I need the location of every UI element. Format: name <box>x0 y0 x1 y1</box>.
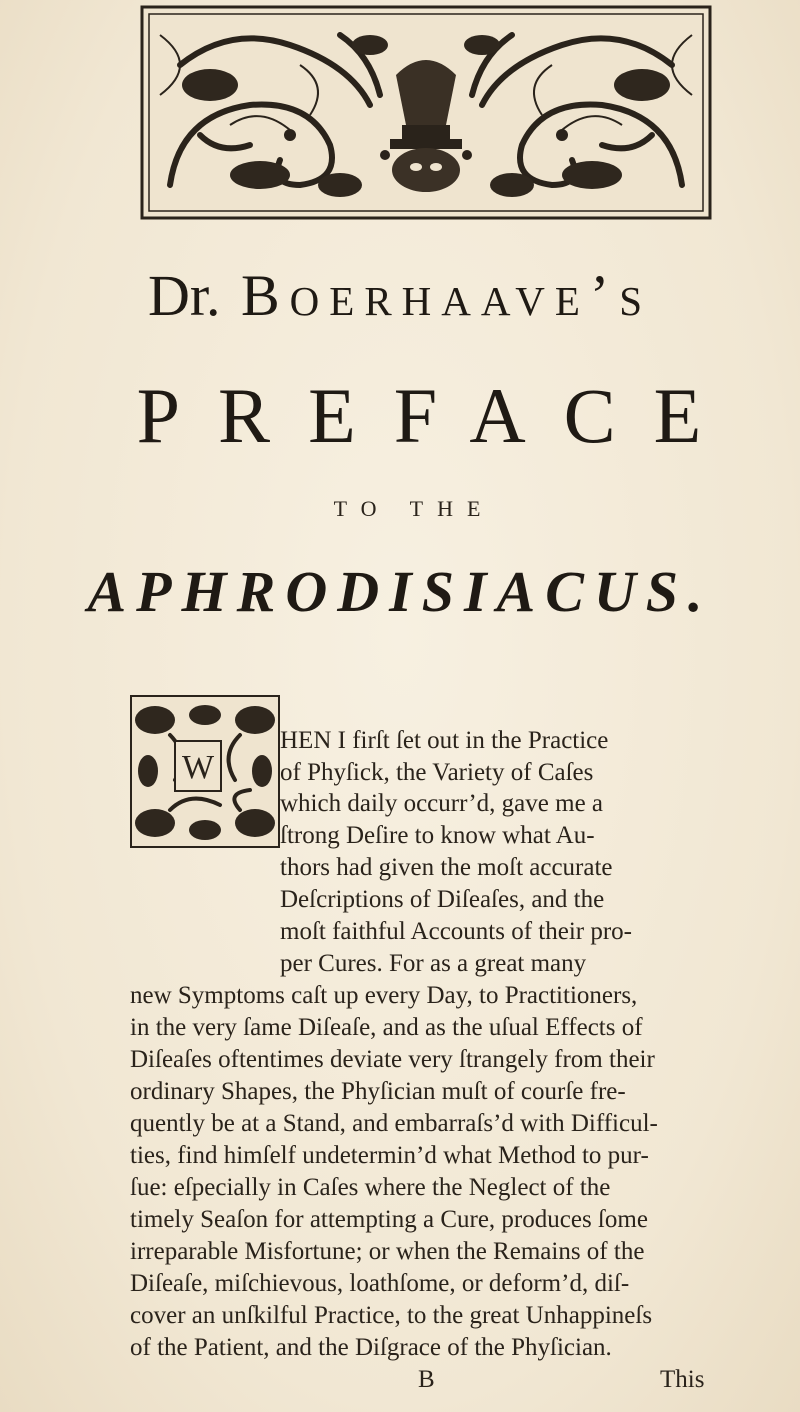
text-line: moſt faithful Accounts of their pro- <box>280 918 633 945</box>
text-line: ties, find himſelf undetermin’d what Method to pur- <box>130 1142 649 1169</box>
title-author-line <box>0 262 800 329</box>
text-line: HEN I firſt ſet out in the Practice <box>280 727 609 754</box>
title-author-name: Boerhaave’s <box>241 263 652 328</box>
catchword: This <box>660 1366 705 1393</box>
title-aphrodisiacus: APHRODISIACUS. <box>87 559 713 624</box>
text-line: of the Patient, and the Diſgrace of the Phyſician. <box>130 1334 612 1361</box>
title-to-the: TO THE <box>333 496 495 521</box>
text-line: Deſcriptions of Diſeaſes, and the <box>280 886 605 913</box>
text-line: cover an unſkilful Practice, to the great Unhappineſs <box>130 1302 653 1329</box>
signature-mark: B <box>418 1366 435 1393</box>
text-line: which daily occurr’d, gave me a <box>280 790 604 817</box>
initial-letter: W <box>181 749 215 786</box>
text-line: of Phyſick, the Variety of Caſes <box>280 759 594 786</box>
ornamental-headpiece <box>140 5 712 220</box>
text-line: per Cures. For as a great many <box>280 950 587 977</box>
text-line: ordinary Shapes, the Phyſician muſt of courſe fre- <box>130 1078 626 1105</box>
text-line: Diſeaſes oftentimes deviate very ſtrangely from their <box>130 1046 655 1073</box>
text-line: new Symptoms caſt up every Day, to Practitioners, <box>130 982 638 1009</box>
text-line: timely Seaſon for attempting a Cure, produces ſome <box>130 1206 648 1233</box>
text-line: quently be at a Stand, and embarraſs’d with Difficul- <box>130 1110 658 1137</box>
text-line: in the very ſame Diſeaſe, and as the uſual Effects of <box>130 1014 643 1041</box>
text-line: thors had given the moſt accurate <box>280 854 613 881</box>
text-line: ſtrong Deſire to know what Au- <box>280 822 595 849</box>
decorated-initial <box>130 695 280 848</box>
title-dr: Dr. <box>148 263 221 328</box>
text-line: Diſeaſe, miſchievous, loathſome, or deform’d, diſ- <box>130 1270 630 1297</box>
text-line: ſue: eſpecially in Caſes where the Neglect of the <box>130 1174 611 1201</box>
title-preface: PREFACE <box>136 372 740 459</box>
headpiece-ornament-image <box>140 5 712 220</box>
text-line: irreparable Misfortune; or when the Remains of the <box>130 1238 645 1265</box>
